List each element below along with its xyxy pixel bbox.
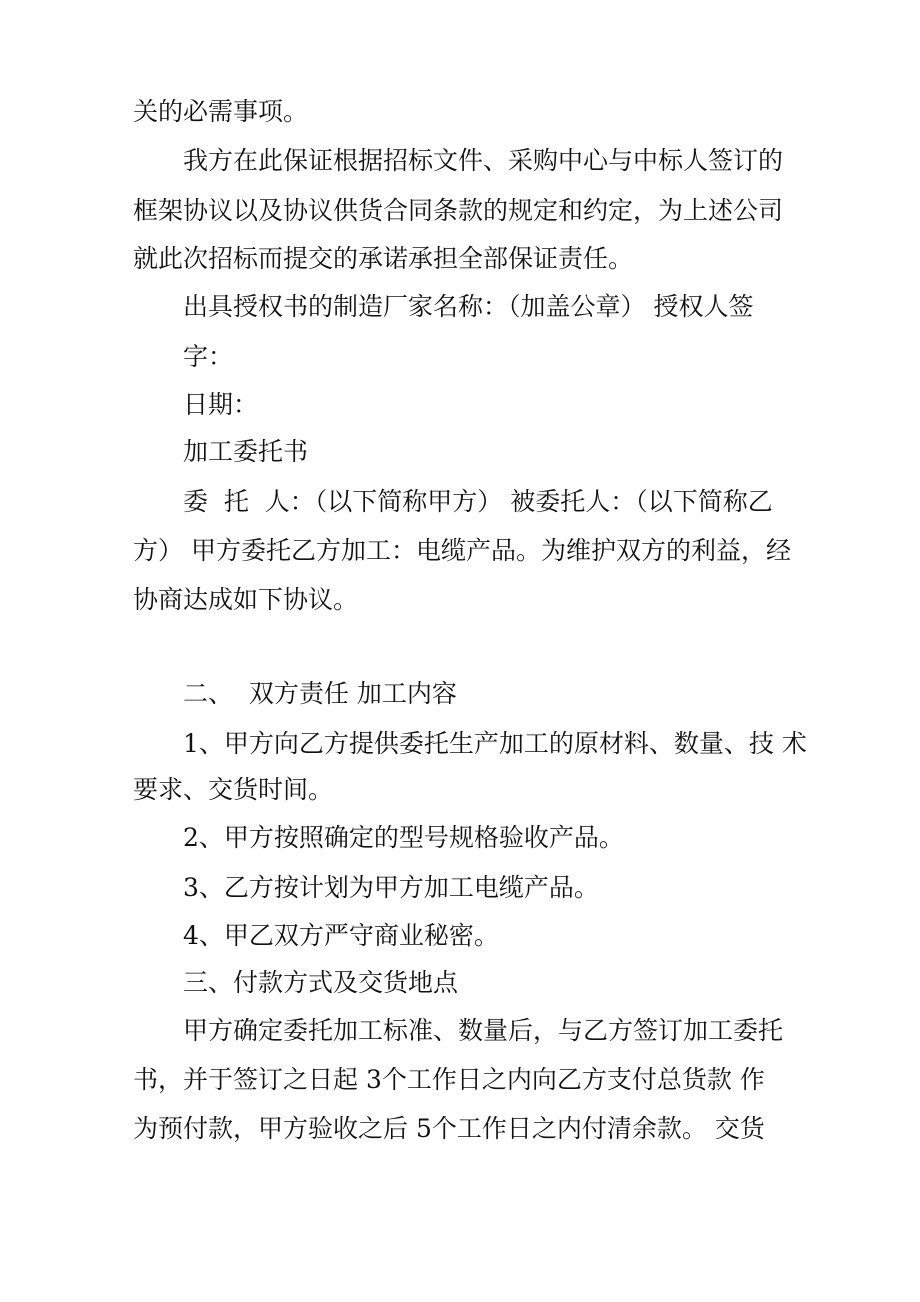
text-line: 框架协议以及协议供货合同条款的规定和约定，为上述公司 xyxy=(133,196,784,225)
text-line: 协商达成如下协议。 xyxy=(133,585,359,614)
text-line: 关的必需事项。 xyxy=(133,97,309,126)
text-line: 3、乙方按计划为甲方加工电缆产品。 xyxy=(183,873,599,902)
heading-title: 加工委托书 xyxy=(183,437,309,466)
text-line: 方） 甲方委托乙方加工：电缆产品。为维护双方的利益，经 xyxy=(133,536,791,565)
section-heading: 三、付款方式及交货地点 xyxy=(183,968,459,997)
text-line: 甲方确定委托加工标准、数量后，与乙方签订加工委托 xyxy=(183,1016,784,1045)
section-heading: 二、 双方责任 加工内容 xyxy=(183,679,457,708)
text-line: 要求、交货时间。 xyxy=(133,775,334,804)
text-line: 2、甲方按照确定的型号规格验收产品。 xyxy=(183,823,624,852)
text-line: 我方在此保证根据招标文件、采购中心与中标人签订的 xyxy=(183,146,784,175)
text-line: 1、甲方向乙方提供委托生产加工的原材料、数量、技 术 xyxy=(183,729,807,758)
text-line: 为预付款，甲方验收之后 5个工作日之内付清余款。 交货 xyxy=(133,1114,765,1143)
text-line: 书，并于签订之日起 3个工作日之内向乙方支付总货款 作 xyxy=(133,1065,765,1094)
text-line: 委 托 人：（以下简称甲方） 被委托人：（以下简称乙 xyxy=(183,487,773,516)
text-line: 出具授权书的制造厂家名称：（加盖公章） 授权人签 xyxy=(183,292,754,321)
text-line: 日期： xyxy=(183,390,259,419)
text-line: 就此次招标而提交的承诺承担全部保证责任。 xyxy=(133,244,634,273)
text-line: 字： xyxy=(183,342,234,371)
text-line: 4、甲乙双方严守商业秘密。 xyxy=(183,921,499,950)
